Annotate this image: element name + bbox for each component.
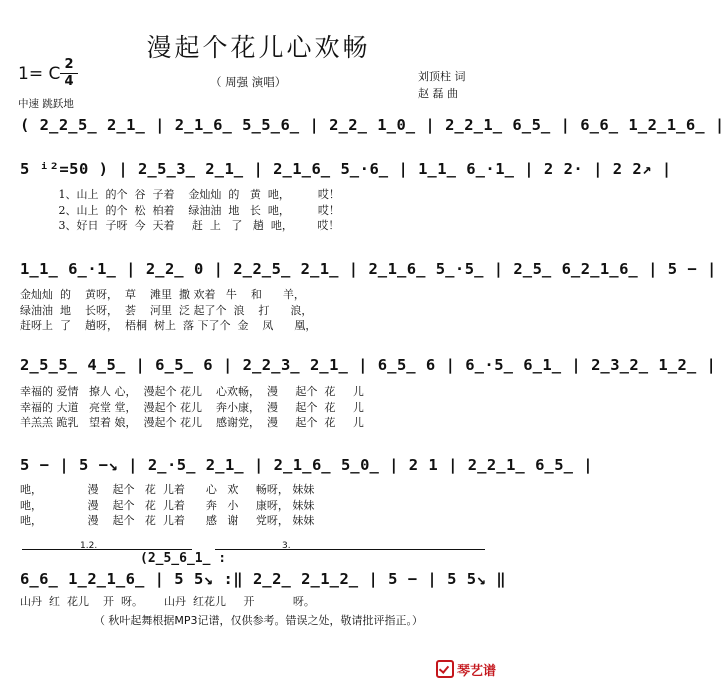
lyric-verse-3: 赶呀上 了 趟呀， 梧桐 树上 落 下了个 金 凤 凰， (20, 319, 317, 332)
notation-line-6: 6̲6̲ 1̲2̲1̲6̲ | 5 5↘ :‖ 2̲2̲ 2̲1̲2̲ | 5 − | 5 5↘ ‖ (20, 570, 507, 588)
notation-line-2: 5 ⁱ²=50 ) | 2̲5̲3̲ 2̲1̲ | 2̲1̲6̲ 5̲·6̲ | 1̲1̲ 6̲·1̲ | 2 2· | 2 2↗ | (20, 160, 672, 178)
small-phrase: (2̲5̲6̲1̲ : (140, 551, 227, 566)
lyric-verse-3: 吔， 漫 起个 花 儿着 感 谢 党呀， 妹妹 (20, 514, 315, 527)
lyric-verse-3: 3、好日 子呀 今 天着 赶 上 了 趟 吔， 哎！ (20, 219, 340, 232)
tempo-marking: 中速 跳跃地 (18, 98, 74, 110)
song-title: 漫起个花儿心欢畅 (146, 33, 371, 62)
lyricist-credit: 刘顶柱 词 (418, 70, 466, 83)
lyric-verse-2: 绿油油 地 长呀， 荟 河里 泛 起了个 浪 打 浪， (20, 303, 313, 317)
lyrics-block-2 (20, 187, 498, 234)
time-signature (60, 58, 78, 89)
lyric-verse-2: 吔， 漫 起个 花 儿着 奔 小 康呀， 妹妹 (20, 498, 315, 512)
notation-line-3: 1̲1̲ 6̲·1̲ | 2̲2̲ 0 | 2̲2̲5̲ 2̲1̲ | 2̲1̲6̲ 5̲·5̲ | 2̲5̲ 6̲2̲1̲6̲ | 5 − | (20, 260, 717, 278)
time-signature-bottom: 4 (64, 74, 74, 89)
footer-note: （ 秋叶起舞根据MP3记谱，仅供参考。错误之处，敬请批评指正。） (93, 614, 424, 627)
logo-text: 琴艺谱 (457, 664, 497, 679)
time-signature-top: 2 (64, 57, 74, 72)
key-signature: 1= C (18, 64, 61, 84)
lyric-verse-2: 2、山上 的个 松 柏着 绿油油 地 长 吔， 哎！ (20, 203, 340, 217)
notation-line-5: 5 − | 5 −↘ | 2̲·5̲ 2̲1̲ | 2̲1̲6̲ 5̲0̲ | 2 1 | 2̲2̲1̲ 6̲5̲ | (20, 456, 594, 474)
composer-credit: 赵 磊 曲 (418, 87, 458, 100)
site-logo (436, 660, 496, 679)
notation-line-4: 2̲5̲5̲ 4̲5̲ | 6̲5̲ 6 | 2̲2̲3̲ 2̲1̲ | 6̲5̲ 6 | 6̲·5̲ 6̲1̲ | 2̲3̲2̲ 1̲2̲ | (20, 356, 717, 374)
lyrics-block-5 (20, 482, 498, 529)
singer-credit: （ 周强 演唱） (210, 75, 287, 89)
volta-bracket-2 (215, 549, 485, 550)
lyric-verse-1: 吔， 漫 起个 花 儿着 心 欢 畅呀， 妹妹 (20, 483, 315, 496)
lyric-verse-1: 金灿灿 的 黄呀， 草 滩里 撒 欢着 牛 和 羊， (20, 288, 305, 301)
lyric-verse-1: 山丹 红 花儿 开 呀。 山丹 红花儿 开 呀。 (20, 595, 315, 608)
logo-mark-icon (436, 660, 454, 678)
lyric-verse-1: 幸福的 爱情 撩人 心， 漫起个 花儿 心欢畅， 漫 起个 花 儿 (20, 385, 364, 398)
lyric-verse-1: 1、山上 的个 谷 子着 金灿灿 的 黄 吔， 哎！ (20, 188, 340, 201)
lyrics-block-3 (20, 287, 498, 334)
volta-bracket-1 (22, 549, 192, 550)
volta-label-2: 3. (282, 541, 291, 551)
credits-block (418, 68, 466, 102)
lyrics-block-6 (20, 594, 498, 610)
volta-label-1: 1.2. (80, 541, 98, 551)
notation-line-1: ( 2̲2̲5̲ 2̲1̲ | 2̲1̲6̲ 5̲5̲6̲ | 2̲2̲ 1̲0̲ | 2̲2̲1̲ 6̲5̲ | 6̲6̲ 1̲2̲1̲6̲ | (20, 116, 725, 134)
lyric-verse-3: 羊羔羔 跪乳 望着 娘， 漫起个 花儿 感谢党， 漫 起个 花 儿 (20, 416, 364, 429)
lyrics-block-4 (20, 384, 498, 431)
lyric-verse-2: 幸福的 大道 亮堂 堂， 漫起个 花儿 奔小康， 漫 起个 花 儿 (20, 400, 364, 414)
